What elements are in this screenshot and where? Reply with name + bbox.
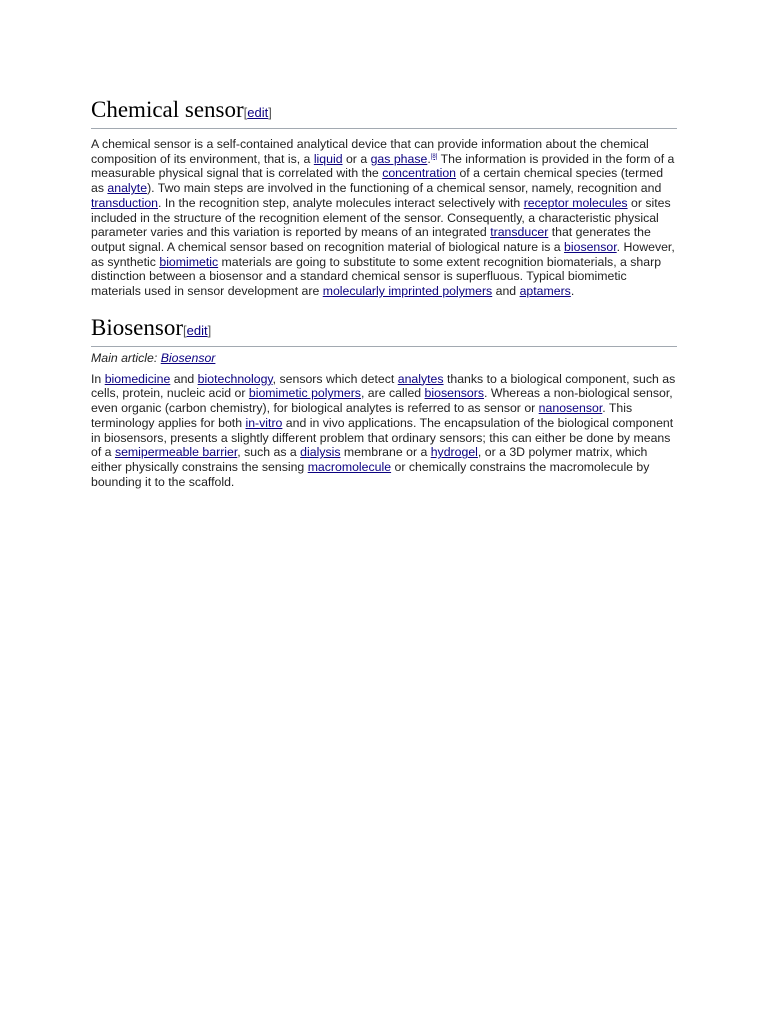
link-biomimetic[interactable]: biomimetic — [159, 254, 219, 269]
link-dialysis[interactable]: dialysis — [300, 445, 341, 460]
link-aptamers[interactable]: aptamers — [519, 284, 571, 299]
link-liquid[interactable]: liquid — [313, 151, 343, 166]
link-transducer[interactable]: transducer — [490, 225, 549, 240]
link-biosensor[interactable]: biosensor — [564, 239, 617, 254]
link-biosensors[interactable]: biosensors — [424, 386, 485, 401]
link-concentration[interactable]: concentration — [382, 166, 457, 181]
section-title: Chemical sensor — [91, 97, 244, 122]
link-analytes[interactable]: analytes — [397, 371, 444, 386]
link-transduction[interactable]: transduction — [91, 195, 158, 210]
edit-section-link[interactable]: edit — [247, 105, 269, 120]
edit-section-link-wrapper: [edit] — [183, 322, 212, 338]
link-molecularly-imprinted-polymers[interactable]: molecularly imprinted polymers — [322, 284, 493, 299]
link-analyte[interactable]: analyte — [107, 181, 148, 196]
section-title: Biosensor — [91, 314, 183, 340]
edit-section-link[interactable]: edit — [186, 322, 208, 338]
biosensor-paragraph: In biomedicine and biotechnology, sensors which detect analytes thanks to a biological component, such as cells, protein, nucleic acid or biomimetic polymers, are called biosensors. Whereas a non-biological sensor, even organic (carbon chemistry), for biological analytes is referred to as sensor or nanosensor. This terminology applies for both in-vitro and in vivo applications. The encapsulation of the biological component in biosensors, presents a slightly different problem that ordinary sensors; this can either be done by means of a semipermeable barrier, such as a dialysis membrane or a hydrogel, or a 3D polymer matrix, which either physically constrains the sensing macromolecule or chemically constrains the macromolecule by bounding it to the scaffold. — [91, 371, 676, 489]
reference-link[interactable]: [8] — [430, 153, 438, 160]
link-in-vitro[interactable]: in-vitro — [245, 415, 283, 430]
section-heading-chemical-sensor — [91, 96, 677, 129]
main-article-link[interactable]: Biosensor — [160, 350, 216, 365]
link-macromolecule[interactable]: macromolecule — [307, 459, 392, 474]
link-semipermeable-barrier[interactable]: semipermeable barrier — [114, 445, 238, 460]
link-biomedicine[interactable]: biomedicine — [104, 371, 171, 386]
link-hydrogel[interactable]: hydrogel — [430, 445, 478, 460]
chemical-sensor-paragraph: A chemical sensor is a self-contained analytical device that can provide information about the chemical composition of its environment, that is, a liquid or a gas phase.[8] The information is provided in the form of a measurable physical signal that is correlated with the concentration of a certain chemical species (termed as analyte). Two main steps are involved in the functioning of a chemical sensor, namely, recognition and transduction. In the recognition step, analyte molecules interact selectively with receptor molecules or sites included in the structure of the recognition element of the sensor. Consequently, a characteristic physical parameter varies and this variation is reported by means of an integrated transducer that generates the output signal. A chemical sensor based on recognition material of biological nature is a biosensor. However, as synthetic biomimetic materials are going to substitute to some extent recognition biomaterials, a sharp distinction between a biosensor and a standard chemical sensor is superfluous. Typical biomimetic materials used in sensor development are molecularly imprinted polymers and aptamers. — [91, 137, 675, 299]
main-article-hatnote: Main article: Biosensor — [91, 350, 216, 365]
link-nanosensor[interactable]: nanosensor — [538, 401, 603, 416]
link-biomimetic-polymers[interactable]: biomimetic polymers — [248, 386, 361, 401]
link-gas-phase[interactable]: gas phase — [370, 151, 428, 166]
link-biotechnology[interactable]: biotechnology — [197, 371, 273, 386]
section-heading-biosensor — [91, 314, 677, 347]
article-content — [91, 96, 677, 489]
link-receptor-molecules[interactable]: receptor molecules — [523, 195, 628, 210]
edit-section-link-wrapper: [edit] — [243, 105, 272, 120]
